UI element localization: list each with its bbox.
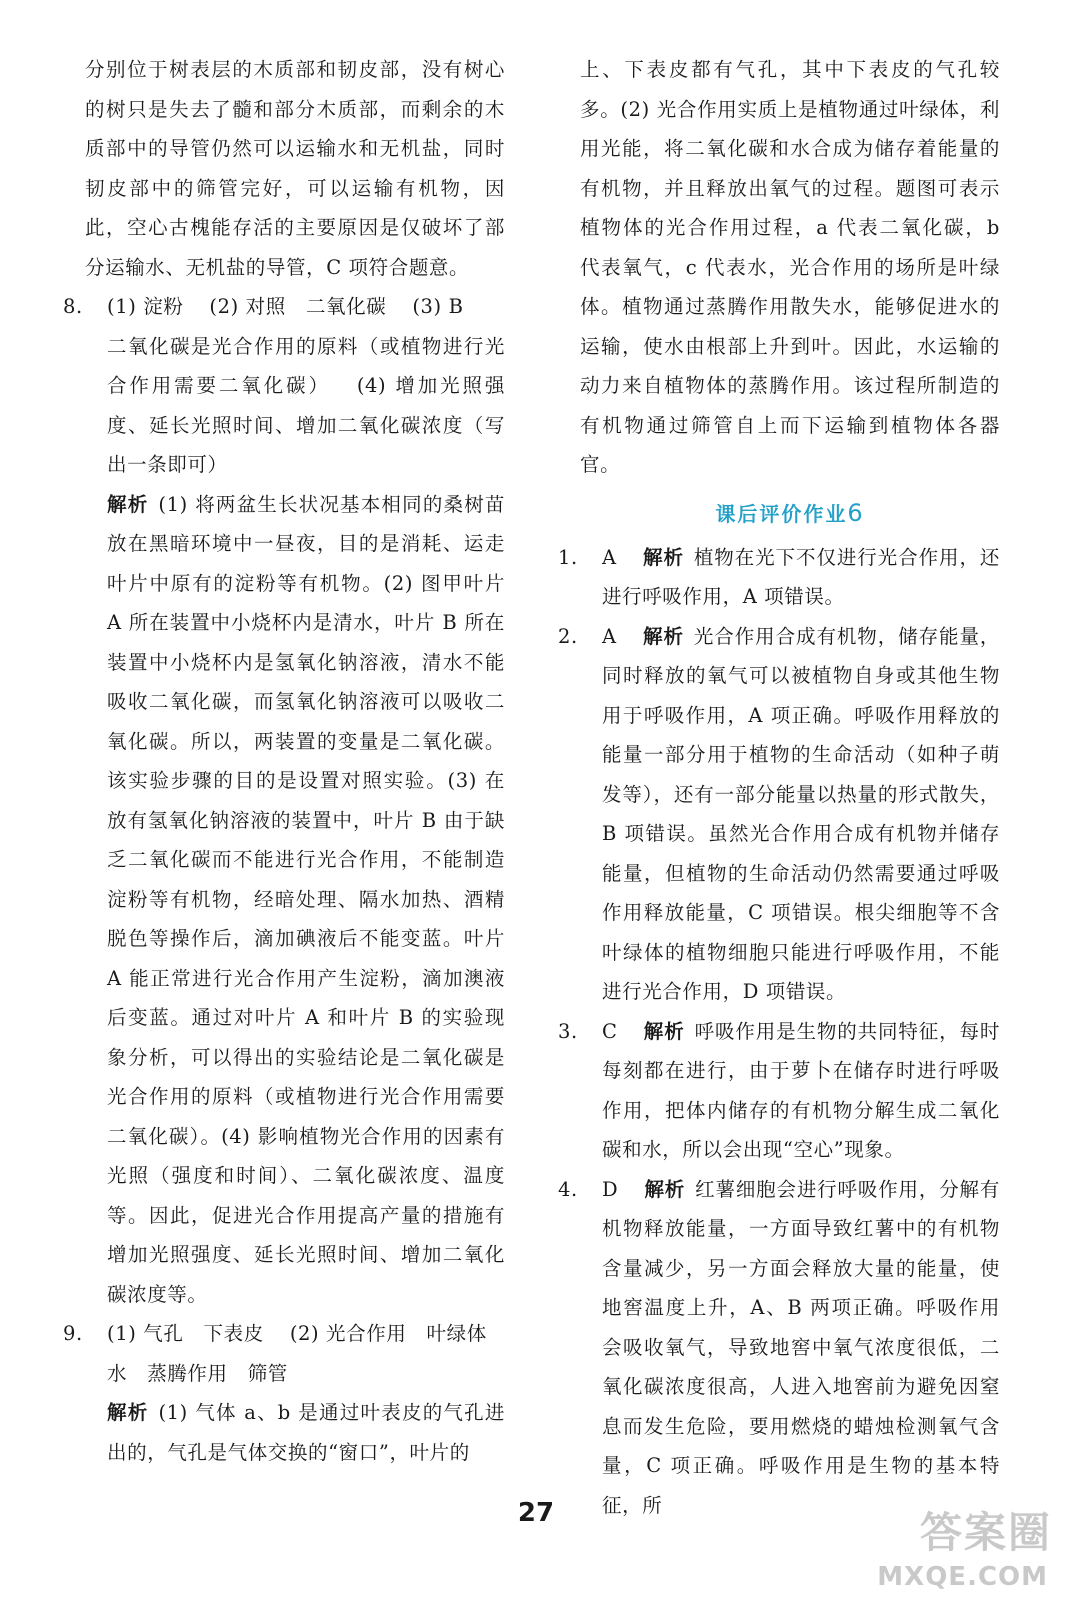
analysis-text: 呼吸作用是生物的共同特征，每时每刻都在进行，由于萝卜在储存时进行呼吸作用，把体内储存的有机物分解生成二氧化碳和水，所以会出现“空心”现象。 (602, 1019, 1000, 1161)
left-column (63, 50, 505, 1472)
watermark-line2: MXQE.COM (877, 1562, 1048, 1592)
question-answer: A (602, 624, 617, 648)
q8-answer-1: (1) 淀粉 (107, 295, 184, 318)
watermark-logo (877, 1500, 1052, 1592)
analysis-label: 解析 (642, 545, 684, 569)
question-9 (63, 1314, 505, 1472)
analysis-text: 红薯细胞会进行呼吸作用，分解有机物释放能量，一方面导致红薯中的有机物含量减少，另一方面会释放大量的能量，使地窖温度上升，A、B 两项正确。呼吸作用会吸收氧气，导致地窖中氧气浓度很低，二氧化碳浓度很高，人进入地窖前为避免因窒息而发生危险，要用燃烧的蜡烛检测氧气含量，C 项正确。呼吸作用是生物的基本特征，所 (602, 1177, 1000, 1517)
q9-answer-1: (1) 气孔 下表皮 (107, 1322, 264, 1345)
left-continuation-text: 分别位于树表层的木质部和韧皮部，没有树心的树只是失去了髓和部分木质部，而剩余的木质部中的导管仍然可以运输水和无机盐，同时韧皮部中的筛管完好，可以运输有机物，因此，空心古槐能存活的主要原因是仅破坏了部分运输水、无机盐的导管，C 项符合题意。 (85, 58, 505, 279)
right-continuation-text: 上、下表皮都有气孔，其中下表皮的气孔较多。(2) 光合作用实质上是植物通过叶绿体，利用光能，将二氧化碳和水合成为储存着能量的有机物，并且释放出氧气的过程。题图可表示植物体的光合作用过程，a 代表二氧化碳，b 代表氧气，c 代表水，光合作用的场所是叶绿体。植物通过蒸腾作用散失水，能够促进水的运输，使水由根部上升到叶。因此，水运输的动力来自植物体的蒸腾作用。该过程所制造的有机物通过筛管自上而下运输到植物体各器官。 (580, 58, 1000, 476)
section-title (580, 491, 1000, 536)
q8-answer-3-detail: 二氧化碳是光合作用的原料（或植物进行光合作用需要二氧化碳） (107, 334, 505, 397)
question-number: 1. (558, 545, 578, 569)
question-1 (558, 538, 1000, 617)
analysis-label: 解析 (642, 624, 684, 648)
q9-analysis-text: (1) 气体 a、b 是通过叶表皮的气孔进出的，气孔是气体交换的“窗口”，叶片的 (107, 1401, 505, 1464)
q8-answer-4: (4) 增加光照强度、延长光照时间、增加二氧化碳浓度（写出一条即可） (107, 374, 505, 476)
question-number: 3. (558, 1019, 578, 1043)
section-title-text: 课后评价作业 (715, 501, 848, 526)
question-2 (558, 617, 1000, 1012)
question-4 (558, 1170, 1000, 1526)
q8-answer-2: (2) 对照 二氧化碳 (209, 295, 387, 318)
q8-answer-3: (3) B (412, 295, 464, 318)
question-3 (558, 1012, 1000, 1170)
section-title-number: 6 (847, 498, 865, 527)
question-answer: D (602, 1177, 619, 1201)
analysis-text: 植物在光下不仅进行光合作用，还进行呼吸作用，A 项错误。 (602, 545, 1000, 608)
question-number: 8. (63, 295, 83, 318)
question-answer: A (602, 545, 617, 569)
analysis-label: 解析 (107, 492, 149, 516)
question-answer: C (602, 1019, 618, 1043)
q8-analysis-text: (1) 将两盆生长状况基本相同的桑树苗放在黑暗环境中一昼夜，目的是消耗、运走叶片中原有的淀粉等有机物。(2) 图甲叶片 A 所在装置中小烧杯内是清水，叶片 B 所在装置中小烧杯内是氢氧化钠溶液，清水不能吸收二氧化碳，而氢氧化钠溶液可以吸收二氧化碳。所以，两装置的变量是二氧化碳。该实验步骤的目的是设置对照实验。(3) 在放有氢氧化钠溶液的装置中，叶片 B 由于缺乏二氧化碳而不能进行光合作用，不能制造淀粉等有机物，经暗处理、隔水加热、酒精脱色等操作后，滴加碘液后不能变蓝。叶片 A 能正常进行光合作用产生淀粉，滴加澳液后变蓝。通过对叶片 A 和叶片 B 的实验现象分析，可以得出的实验结论是二氧化碳是光合作用的原料（或植物进行光合作用需要二氧化碳）。(4) 影响植物光合作用的因素有光照（强度和时间）、二氧化碳浓度、温度等。因此，促进光合作用提高产量的措施有增加光照强度、延长光照时间、增加二氧化碳浓度等。 (107, 492, 505, 1306)
q9-answer-3: 水 蒸腾作用 筛管 (107, 1361, 288, 1385)
question-number: 2. (558, 624, 578, 648)
analysis-label: 解析 (643, 1019, 685, 1043)
q9-answer-2: (2) 光合作用 叶绿体 (289, 1322, 487, 1345)
analysis-label: 解析 (107, 1401, 149, 1424)
watermark-line1: 答案圈 (919, 1508, 1052, 1557)
page-number: 27 (517, 1498, 555, 1528)
right-column (558, 50, 1000, 1525)
analysis-text: 光合作用合成有机物，储存能量，同时释放的氧气可以被植物自身或其他生物用于呼吸作用，A 项正确。呼吸作用释放的能量一部分用于植物的生命活动（如种子萌发等），还有一部分能量以热量的形式散失，B 项错误。虽然光合作用合成有机物并储存能量，但植物的生命活动仍然需要通过呼吸作用释放能量，C 项错误。根尖细胞等不含叶绿体的植物细胞只能进行呼吸作用，不能进行光合作用，D 项错误。 (602, 624, 1000, 1003)
question-number: 9. (63, 1322, 83, 1345)
question-number: 4. (558, 1177, 578, 1201)
question-8 (63, 287, 505, 1314)
analysis-label: 解析 (644, 1177, 686, 1201)
